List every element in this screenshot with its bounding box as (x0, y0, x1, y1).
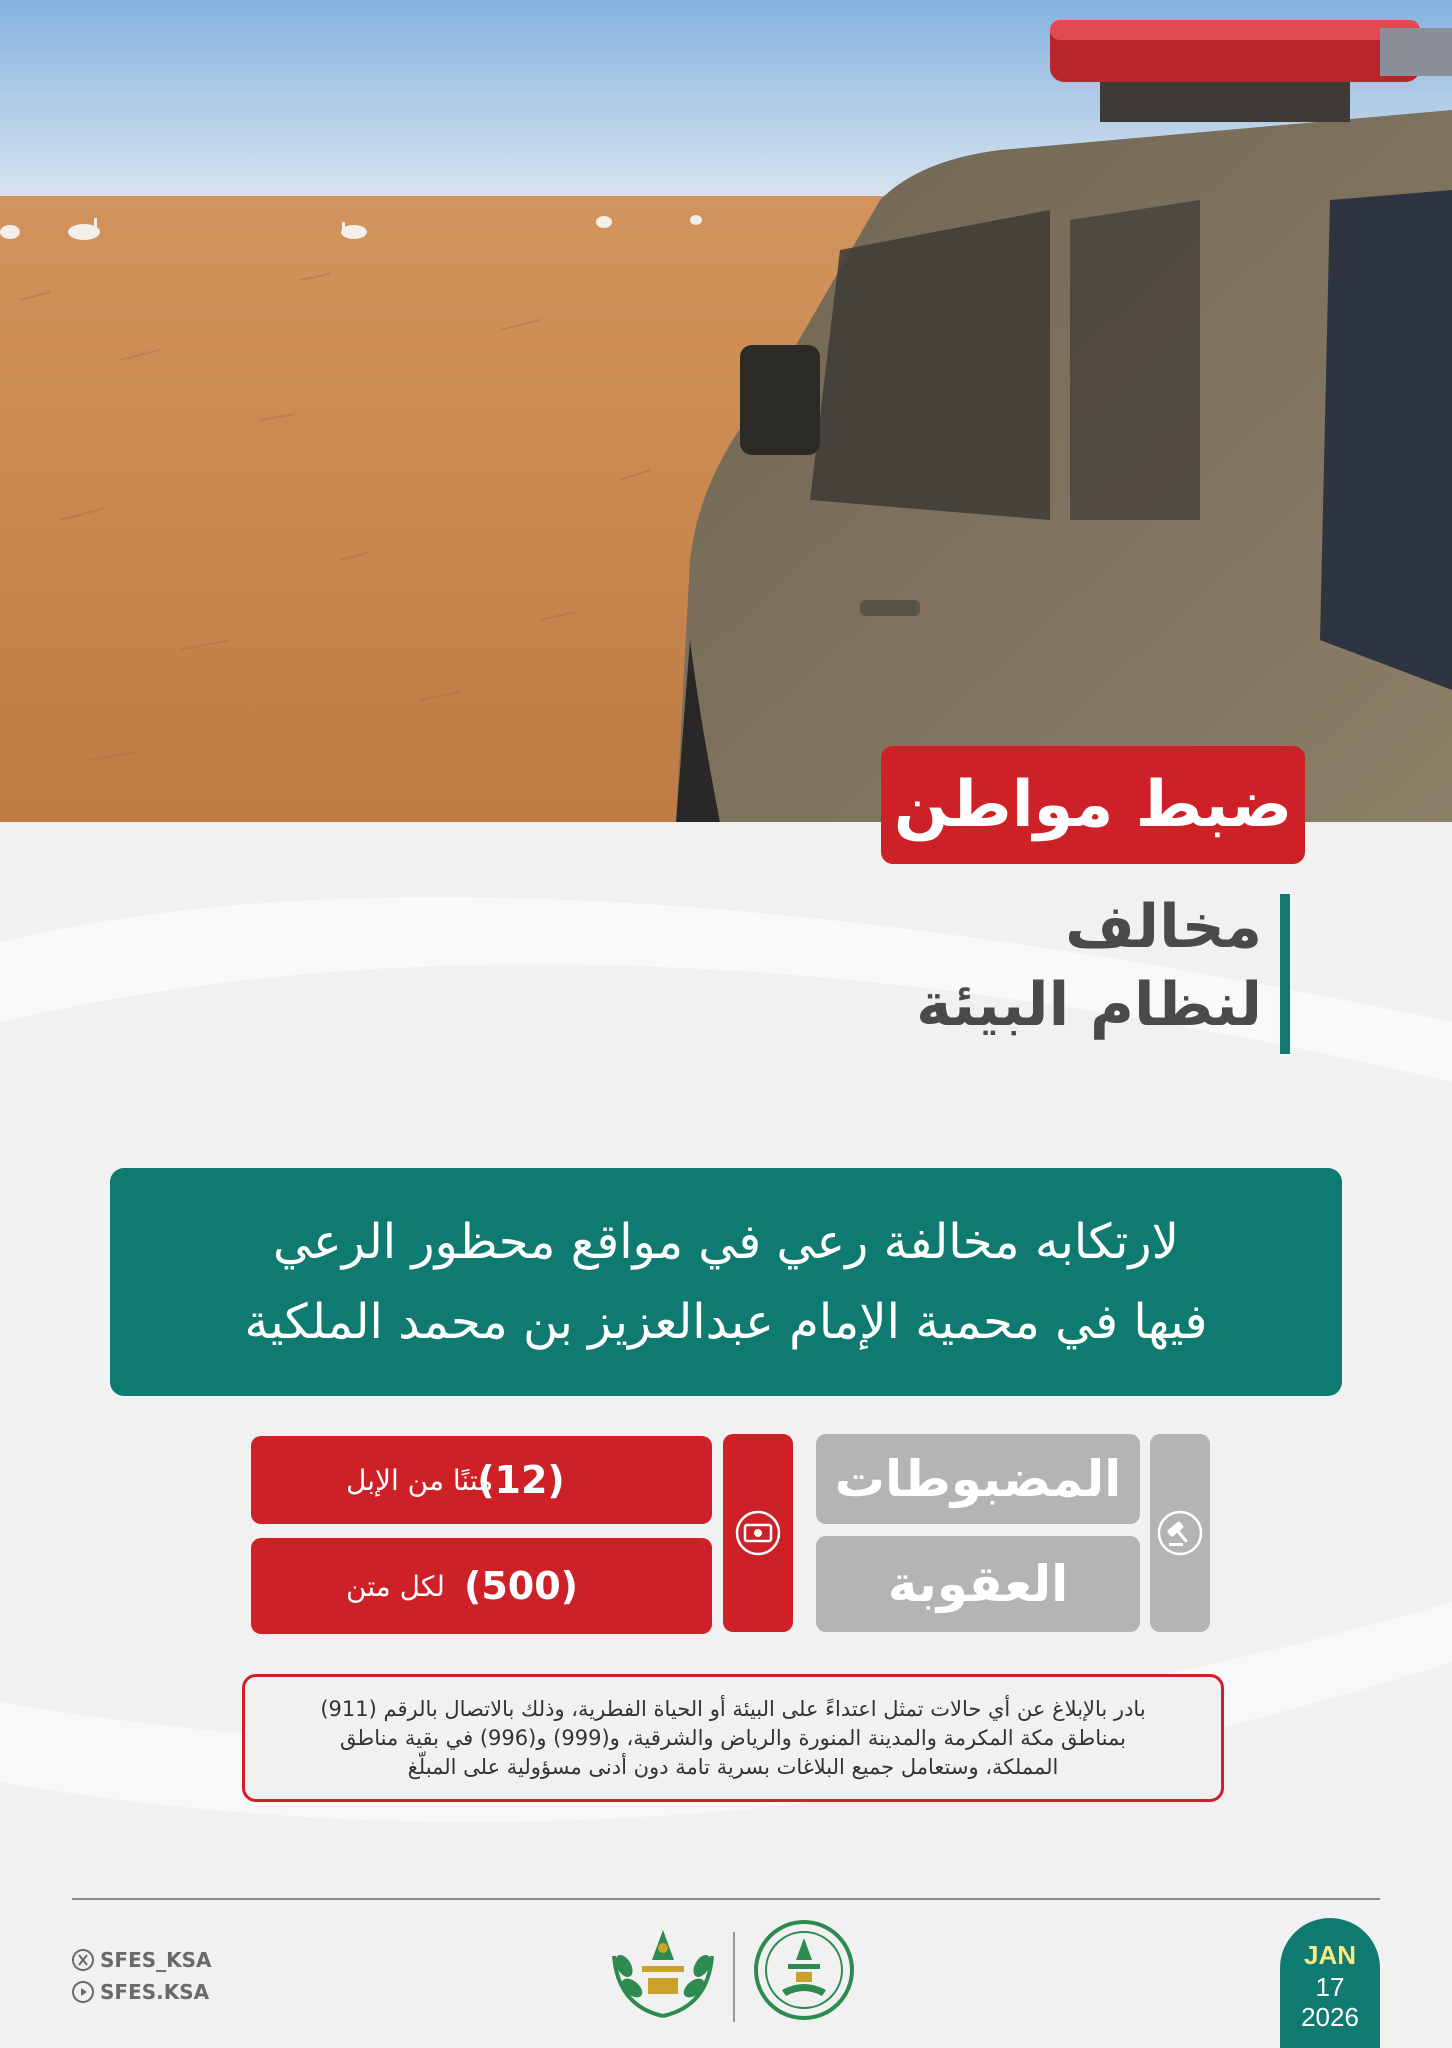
social-x-handle[interactable] (72, 1948, 212, 1972)
report-notice (242, 1674, 1224, 1802)
notice-line-2: بمناطق مكة المكرمة والمدينة المنورة والرياض والشرقية، و(999) و(996) في بقية مناطق (340, 1725, 1126, 1750)
logo-divider (733, 1932, 735, 2022)
title-accent-bar (1280, 894, 1290, 1054)
title-line-2: لنظام البيئة (916, 970, 1262, 1040)
seized-unit: متنًا من الإبل (346, 1464, 494, 1497)
notice-line-3: المملكة، وستعامل جميع البلاغات بسرية تامة دون أدنى مسؤولية على المبلّغ (407, 1754, 1059, 1779)
description-line-2: فيها في محمية الإمام عبدالعزيز بن محمد الملكية (244, 1294, 1208, 1350)
penalty-label-cell (816, 1536, 1140, 1632)
notice-line-1: بادر بالإبلاغ عن أي حالات تمثل اعتداءً على البيئة أو الحياة الفطرية، وذلك بالاتصال بالرقم (911) (320, 1696, 1146, 1721)
headline-text: ضبط مواطن (893, 768, 1293, 842)
title-line-1: مخالف (1065, 892, 1262, 962)
seized-value-cell (251, 1436, 712, 1524)
date-badge (1280, 1918, 1380, 2048)
seized-label: المضبوطات (834, 1450, 1122, 1508)
penalty-amount: (500) (463, 1564, 579, 1608)
date-month: JAN (1303, 1940, 1356, 1970)
description-line-1: لارتكابه مخالفة رعي في مواقع محظور الرعي (273, 1214, 1179, 1270)
date-day: 17 (1315, 1972, 1345, 2002)
social-youtube-handle[interactable] (72, 1980, 209, 2004)
ministry-logo (752, 1918, 856, 2022)
headline-badge (881, 746, 1305, 864)
seized-label-cell (816, 1434, 1140, 1524)
money-icon (735, 1510, 781, 1556)
seized-count: (12) (477, 1458, 565, 1502)
hero-photo (0, 0, 1452, 822)
title-block (850, 892, 1290, 1052)
social-x-label: SFES_KSA (100, 1948, 212, 1972)
penalty-unit: لكل متن (346, 1570, 445, 1603)
penalty-value-cell (251, 1538, 712, 1634)
x-logo-icon (72, 1949, 94, 1971)
footer-divider (72, 1898, 1380, 1900)
date-year: 2026 (1301, 2002, 1359, 2032)
emblem-logo (604, 1916, 722, 2026)
penalty-label: العقوبة (887, 1555, 1069, 1613)
youtube-icon (72, 1981, 94, 2003)
gavel-icon-cell (1150, 1434, 1210, 1632)
gavel-icon (1157, 1510, 1203, 1556)
money-icon-cell (723, 1434, 793, 1632)
description-box (110, 1168, 1342, 1396)
social-youtube-label: SFES.KSA (100, 1980, 210, 2004)
